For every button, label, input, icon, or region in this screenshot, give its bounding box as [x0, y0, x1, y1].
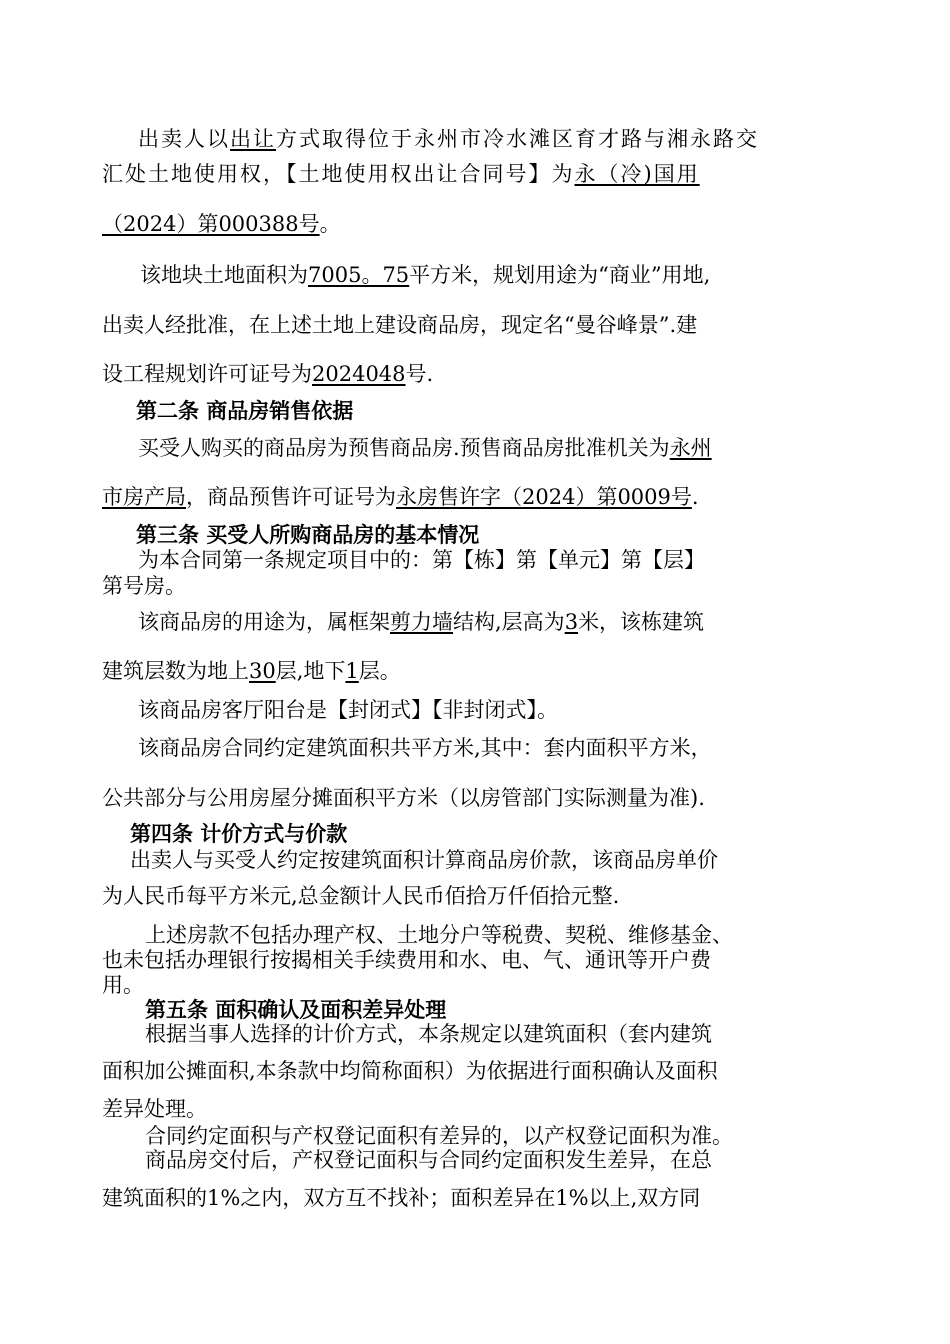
- text-run: 层。: [358, 659, 401, 683]
- text-run: ，商品预售许可证号为: [186, 485, 396, 509]
- paragraph-line: 用。: [102, 973, 144, 997]
- paragraph-line: [102, 161, 700, 187]
- text-run: 汇处土地使用权，【土地使用权出让合同号】为: [102, 162, 575, 186]
- paragraph-line: 商品房交付后，产权登记面积与合同约定面积发生差异，在总: [145, 1148, 712, 1172]
- paragraph-line: 出卖人经批准，在上述土地上建设商品房，现定名“曼谷峰景”.建: [102, 313, 698, 337]
- underlined-text: 永房售许字（2024）第0009号: [396, 485, 692, 509]
- paragraph-line: 该商品房合同约定建筑面积共平方米,其中：套内面积平方米，: [138, 736, 712, 760]
- text-run: 建筑层数为地上: [102, 659, 249, 683]
- section-heading: 第五条 面积确认及面积差异处理: [145, 998, 447, 1022]
- text-run: 该地块土地面积为: [140, 263, 308, 287]
- paragraph-line: 该商品房客厅阳台是【封闭式】【非封闭式】。: [138, 698, 558, 722]
- paragraph-line: [102, 211, 341, 237]
- section-heading: 第三条 买受人所购商品房的基本情况: [136, 523, 480, 547]
- underlined-text: 剪力墙: [390, 610, 453, 634]
- underlined-text: 永（冷)国用: [574, 162, 700, 186]
- paragraph-line: 合同约定面积与产权登记面积有差异的，以产权登记面积为准。: [145, 1124, 733, 1148]
- underlined-text: 1: [345, 659, 359, 683]
- underlined-text: 市房产局: [102, 485, 186, 509]
- section-heading: 第四条 计价方式与价款: [130, 822, 348, 846]
- text-run: 该商品房的用途为，属框架: [138, 610, 390, 634]
- text-run: .: [691, 485, 699, 509]
- paragraph-line: 也未包括办理银行按揭相关手续费用和水、电、气、通讯等开户费: [102, 948, 711, 972]
- text-run: 买受人购买的商品房为预售商品房.预售商品房批准机关为: [138, 436, 670, 460]
- underlined-text: 出让: [230, 127, 276, 151]
- paragraph-line: [140, 262, 710, 288]
- text-run: 设工程规划许可证号为: [102, 362, 312, 386]
- paragraph-line: [138, 435, 712, 461]
- paragraph-line: 差异处理。: [102, 1097, 207, 1121]
- paragraph-line: [102, 658, 401, 684]
- paragraph-line: 公共部分与公用房屋分摊面积平方米（以房管部门实际测量为准).: [102, 786, 705, 810]
- text-run: 号.: [405, 362, 434, 386]
- underlined-text: 永州: [669, 436, 712, 460]
- text-run: 出卖人以: [138, 127, 230, 151]
- paragraph-line: 面积加公摊面积,本条款中均简称面积）为依据进行面积确认及面积: [102, 1059, 718, 1083]
- text-run: 米，该栋建筑: [578, 610, 705, 634]
- paragraph-line: 第号房。: [102, 574, 186, 598]
- underlined-text: 3: [564, 610, 579, 634]
- paragraph-line: [102, 361, 433, 387]
- underlined-text: 7005。75: [308, 263, 410, 287]
- paragraph-line: 根据当事人选择的计价方式，本条规定以建筑面积（套内建筑: [145, 1022, 712, 1046]
- text-run: 结构,层高为: [453, 610, 565, 634]
- underlined-text: （2024）第000388号: [102, 212, 320, 236]
- paragraph-line: 为本合同第一条规定项目中的：第【栋】第【单元】第【层】: [138, 548, 705, 572]
- text-run: 平方米，规划用途为“商业”用地,: [409, 263, 711, 287]
- paragraph-line: 出卖人与买受人约定按建筑面积计算商品房价款，该商品房单价: [130, 848, 718, 872]
- text-run: 。: [319, 212, 341, 236]
- underlined-text: 30: [249, 659, 276, 683]
- section-heading: 第二条 商品房销售依据: [136, 399, 354, 423]
- paragraph-line: [138, 609, 704, 635]
- paragraph-line: 建筑面积的1%之内，双方互不找补；面积差异在1%以上,双方同: [102, 1186, 701, 1210]
- text-run: 方式取得位于永州市冷水滩区育才路与湘永路交: [276, 127, 759, 151]
- paragraph-line: 上述房款不包括办理产权、土地分户等税费、契税、维修基金、: [145, 923, 733, 947]
- paragraph-line: 为人民币每平方米元,总金额计人民币佰拾万仟佰拾元整.: [102, 884, 620, 908]
- text-run: 层,地下: [275, 659, 346, 683]
- paragraph-line: [102, 484, 699, 510]
- paragraph-line: [138, 126, 759, 152]
- underlined-text: 2024048: [312, 362, 406, 386]
